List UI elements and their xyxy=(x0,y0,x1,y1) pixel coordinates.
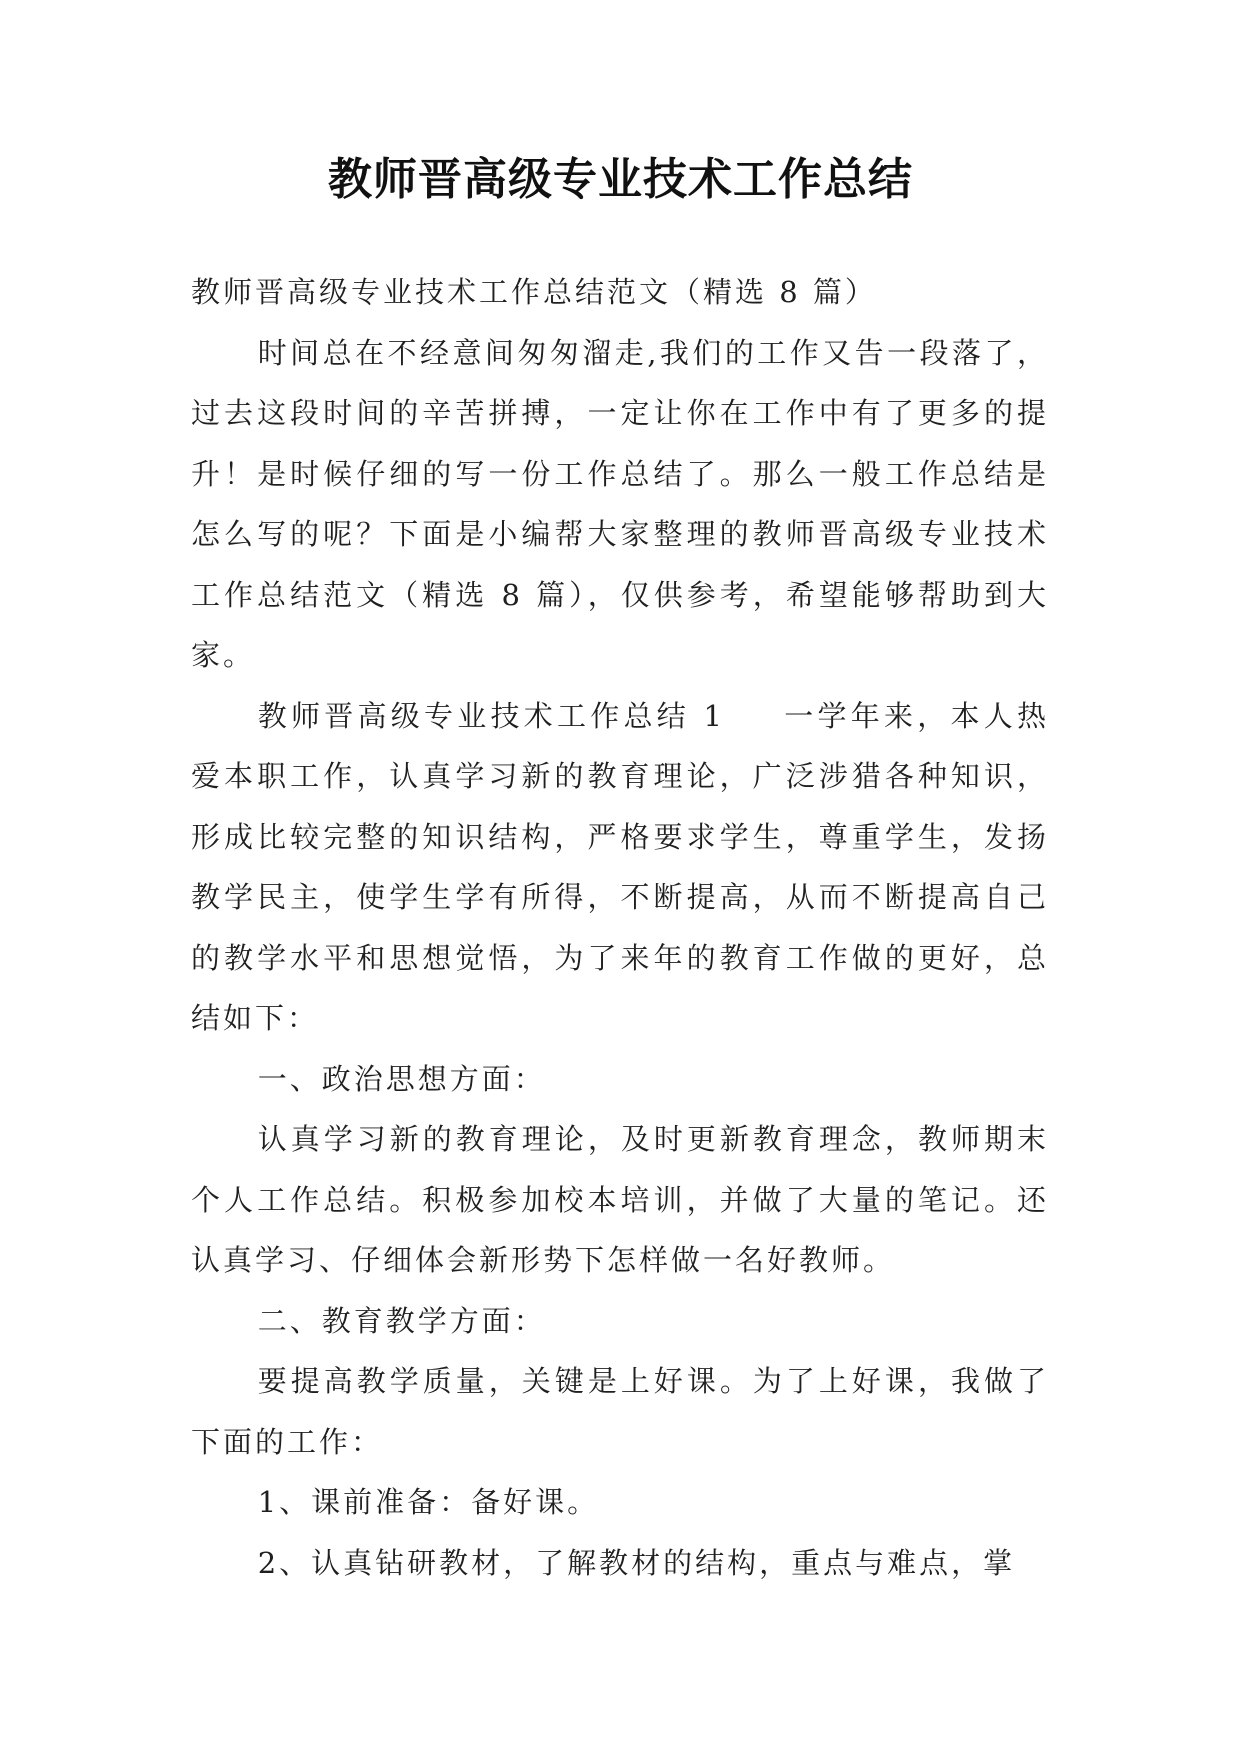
document-body xyxy=(191,262,1049,1593)
teaching-paragraph: 要提高教学质量，关键是上好课。为了上好课，我做了下面的工作： xyxy=(191,1364,1049,1459)
teaching-heading: 二、教育教学方面： xyxy=(257,1303,546,1338)
list-item-1: 1、课前准备：备好课。 xyxy=(257,1485,600,1519)
list-item-2: 2、认真钻研教材，了解教材的结构，重点与难点，掌 xyxy=(257,1545,1016,1580)
intro-paragraph: 时间总在不经意间匆匆溜走,我们的工作又告一段落了，过去这段时间的辛苦拼搏，一定让你在工作中有了更多的提升！是时候仔细的写一份工作总结了。那么一般工作总结是怎么写的呢？下面是小编帮大家整理的教师晋高级专业技术工作总结范文（精选 8 篇），仅供参考，希望能够帮助到大家。 xyxy=(191,335,1049,672)
political-paragraph: 认真学习新的教育理论，及时更新教育理念，教师期末个人工作总结。积极参加校本培训，并做了大量的笔记。还认真学习、仔细体会新形势下怎样做一名好教师。 xyxy=(191,1122,1049,1277)
section-heading: 教师晋高级专业技术工作总结 1 xyxy=(257,698,725,733)
document-title: 教师晋高级专业技术工作总结 xyxy=(328,154,913,205)
section-paragraph xyxy=(191,686,1049,1049)
section-intro-text: 一学年来，本人热爱本职工作，认真学习新的教育理论，广泛涉猎各种知识，形成比较完整的知识结构，严格要求学生，尊重学生，发扬教学民主，使学生学有所得，不断提高，从而不断提高自己的教学水平和思想觉悟，为了来年的教育工作做的更好，总结如下： xyxy=(191,698,1049,1035)
political-heading: 一、政治思想方面： xyxy=(257,1061,546,1096)
document-subtitle: 教师晋高级专业技术工作总结范文（精选 8 篇） xyxy=(191,275,877,309)
